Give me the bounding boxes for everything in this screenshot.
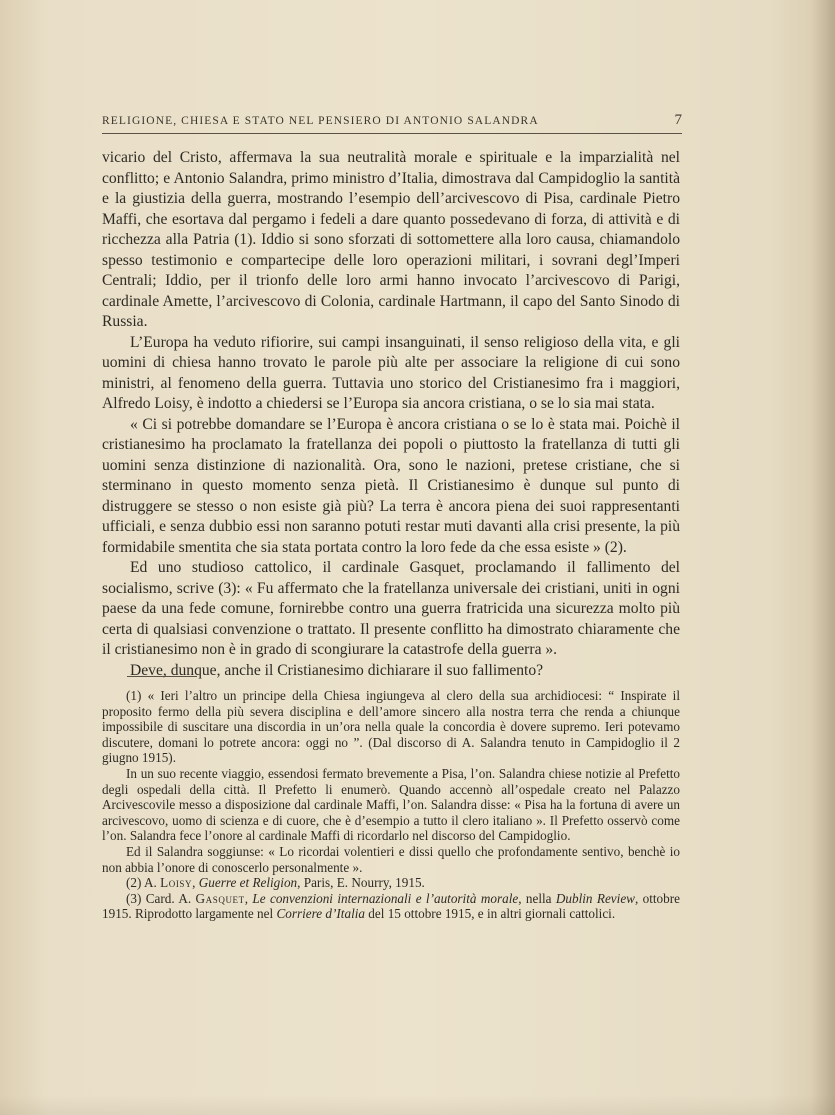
footnote-newspaper: Corriere d’Italia [276, 906, 365, 922]
footnote-title: Guerre et Religion [198, 875, 298, 891]
footnote-title: Le convenzioni internazionali e l’autorità morale [252, 890, 519, 906]
footnote-text: , nella [518, 890, 556, 906]
footnote-number: (2) A. [126, 875, 161, 891]
paragraph: vicario del Cristo, affermava la sua neutralità morale e spirituale e la imparzialità nel conflitto; e Antonio Salandra, primo ministro d’Italia, dimostrava dal Campidoglio la santità e la giustizia della guerra, mostrando l’esempio dell’arcivescovo di Pisa, cardinale Pietro Maffi, che esortava dal pergamo i fedeli a dare quanto possedevano di forza, di attività e di ricchezza alla Patria (1). Iddio si sono sforzati di sottomettere alla loro causa, chiamandolo spesso testimonio e compartecipe delle loro operazioni militari, i sovrani degl’Imperi Centrali; Iddio, per il trionfo delle loro armi hanno invocato l’arcivescovo di Parigi, cardinale Amette, l’arcivescovo di Colonia, cardinale Hartmann, il capo del Santo Sinodo di Russia. [102, 149, 680, 330]
footnotes [102, 688, 680, 922]
running-header [102, 112, 682, 129]
running-title: RELIGIONE, CHIESA E STATO NEL PENSIERO DI ANTONIO SALANDRA [102, 115, 539, 127]
footnote-author: Loisy [160, 875, 193, 891]
footnote-separator-text: , [244, 890, 253, 906]
footnote-text: , ottobre 1915. Riprodotto largamente nel [102, 890, 680, 922]
footnote-text: del 15 ottobre 1915, e in altri giornali cattolici. [365, 906, 616, 922]
paragraph: Deve, dunque, anche il Cristianesimo dichiarare il suo fallimento? [130, 661, 544, 679]
footnote-journal: Dublin Review [555, 890, 635, 906]
page-number: 7 [674, 112, 682, 128]
footnote-1-continuation: Ed il Salandra soggiunse: « Lo ricordai volentieri e dissi quello che profondamente sentivo, benchè io non abbia l’onore di conoscerlo personalmente ». [102, 843, 680, 875]
paragraph: « Ci si potrebbe domandare se l’Europa è ancora cristiana o se lo è stata mai. Poichè il cristianesimo ha proclamato la fratellanza dei popoli o piuttosto la fratellanza di tutti gli uomini senza distinzione di nazionalità. Ora, sono le nazioni, pretese cristiane, che si sterminano in questo momento senza pietà. Il Cristianesimo è dunque sul punto di distruggere se stesso o non esiste già più? La terra è ancora piena dei suoi rappresentanti ufficiali, e senza dubbio essi non saranno potuti restar muti davanti alla crisi presente, la più formidabile smentita che sia stata portata contro la loro fede da che essa esiste » (2). [102, 415, 680, 556]
main-text [102, 148, 680, 681]
page-bottom-shadow [0, 1095, 835, 1115]
footnote-1-continuation: In un suo recente viaggio, essendosi fermato brevemente a Pisa, l’on. Salandra chiese notizie al Prefetto degli ospedali della città. Il Prefetto li enumerò. Quando accennò all’ospedale creato nel Palazzo Arcivescovile messo a disposizione dal cardinale Maffi, l’on. Salandra disse: « Pisa ha la fortuna di avere un arcivescovo, uomo di scienza e di cuore, che è d’esempio a tutto il clero italiano ». Il Prefetto osservò come l’on. Salandra fece l’onore al cardinale Maffi di ricordarlo nel discorso del Campidoglio. [102, 765, 680, 844]
footnote-separator [127, 676, 197, 677]
footnote-author: Gasquet [195, 890, 245, 906]
footnote-number: (3) Card. A. [126, 890, 196, 906]
footnote-2 [102, 875, 680, 891]
page-edge-shadow [811, 0, 835, 1115]
footnote-1: (1) « Ieri l’altro un principe della Chiesa ingiungeva al clero della sua archidiocesi: “ Inspirate il proposito fermo della più severa disciplina e dell’amore sincero alla nostra terra che renda a chiunque impossibile di suscitare una discordia in un’ora nella quale la concordia è dovere supremo. Ieri potevamo discutere, domani lo potrete ancora: oggi no ”. (Dal discorso di A. Salandra tenuto in Campidoglio il 2 giugno 1915). [102, 688, 680, 766]
header-rule [102, 133, 682, 134]
paragraph: L’Europa ha veduto rifiorire, sui campi insanguinati, il senso religioso della vita, e gli uomini di chiesa hanno trovato le parole più alte per associare la religione di cui sono ministri, al fenomeno della guerra. Tuttavia uno storico del Cristianesimo fra i maggiori, Alfredo Loisy, è indotto a chiedersi se l’Europa sia ancora cristiana, o se lo sia mai stata. [102, 333, 680, 412]
footnote-publication: , Paris, E. Nourry, 1915. [297, 875, 425, 891]
footnote-3 [102, 891, 680, 922]
paragraph: Ed uno studioso cattolico, il cardinale Gasquet, proclamando il fallimento del socialismo, scrive (3): « Fu affermato che la fratellanza universale dei cristiani, uniti in ogni paese da una fede comune, fornirebbe contro una guerra fratricida una sicurezza molto più certa di qualsiasi convenzione o trattato. Il presente conflitto ha dimostrato chiaramente che il cristianesimo non è in grado di scongiurare la catastrofe della guerra ». [102, 559, 680, 658]
footnote-separator-text: , [192, 875, 199, 891]
